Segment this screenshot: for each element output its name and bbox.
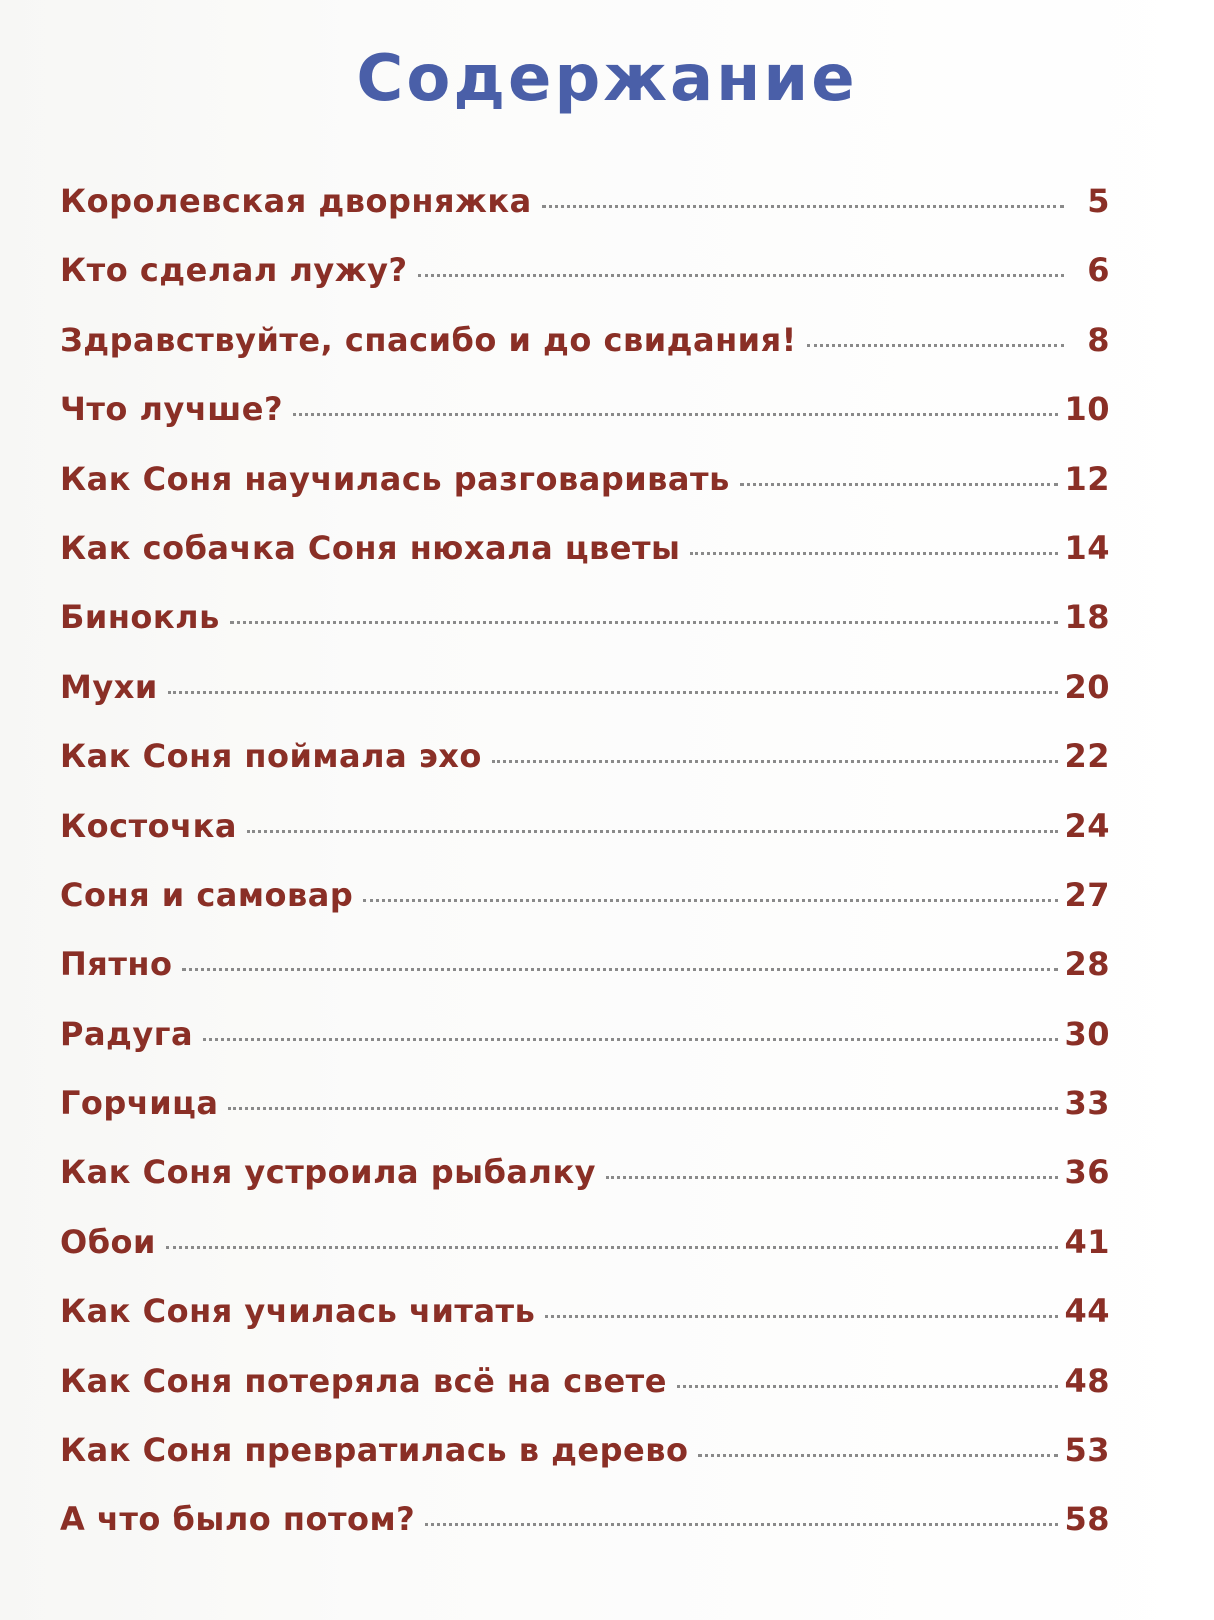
toc-dot-leader <box>293 413 1058 416</box>
toc-entry-page: 12 <box>1064 459 1110 498</box>
toc-entry[interactable] <box>60 1084 1110 1153</box>
toc-entry[interactable] <box>60 1153 1110 1222</box>
toc-dot-leader <box>542 205 1064 208</box>
toc-entry[interactable] <box>60 460 1110 529</box>
toc-dot-leader <box>203 1038 1058 1041</box>
toc-dot-leader <box>677 1385 1059 1388</box>
toc-entry-page: 48 <box>1064 1361 1110 1400</box>
toc-dot-leader <box>425 1523 1058 1526</box>
toc-entry-title: Как Соня потеряла всё на свете <box>60 1361 667 1400</box>
toc-entry[interactable] <box>60 390 1110 459</box>
toc-dot-leader <box>492 760 1059 763</box>
toc-entry-title: Здравствуйте, спасибо и до свидания! <box>60 320 797 359</box>
toc-entry[interactable] <box>60 1362 1110 1431</box>
toc-entry-title: Косточка <box>60 806 237 845</box>
toc-entry-page: 8 <box>1087 320 1110 359</box>
toc-entry-page: 14 <box>1064 528 1110 567</box>
toc-dot-leader <box>363 899 1058 902</box>
toc-entry-title: Соня и самовар <box>60 875 354 914</box>
toc-entry-page: 5 <box>1087 182 1110 220</box>
toc-dot-leader <box>418 274 1064 277</box>
toc-entry-title: Пятно <box>60 945 173 984</box>
toc-entry[interactable] <box>60 1431 1110 1500</box>
toc-entry-page: 53 <box>1064 1431 1110 1470</box>
page-title: Содержание <box>356 42 858 116</box>
toc-entry-page: 20 <box>1064 667 1110 706</box>
toc-entry-title: Радуга <box>60 1014 194 1053</box>
toc-entry-title: Как Соня устроила рыбалку <box>60 1153 597 1192</box>
toc-entry[interactable] <box>60 1292 1110 1361</box>
toc-dot-leader <box>698 1454 1058 1457</box>
toc-entry[interactable] <box>60 1223 1110 1292</box>
toc-entry[interactable] <box>60 529 1110 598</box>
toc-entry[interactable] <box>60 321 1110 390</box>
toc-entry-title: Как Соня поймала эхо <box>60 737 482 776</box>
toc-entry[interactable] <box>60 668 1110 737</box>
toc-dot-leader <box>230 621 1059 624</box>
toc-entry[interactable] <box>60 1015 1110 1084</box>
toc-dot-leader <box>545 1315 1058 1318</box>
toc-entry-title: Как собачка Соня нюхала цветы <box>60 528 681 567</box>
toc-dot-leader <box>182 968 1058 971</box>
toc-entry[interactable] <box>60 945 1110 1014</box>
toc-entry-page: 22 <box>1064 737 1110 776</box>
toc-dot-leader <box>740 483 1059 486</box>
toc-entry-title: Обои <box>60 1222 156 1261</box>
toc-dot-leader <box>247 830 1059 833</box>
toc-entry[interactable] <box>60 1500 1110 1569</box>
toc-entry-title: Горчица <box>60 1084 219 1123</box>
toc-dot-leader <box>690 552 1058 555</box>
toc-entry-page: 27 <box>1064 875 1110 914</box>
toc-entry-title: Мухи <box>60 667 158 706</box>
toc-entry-title: Как Соня превратилась в дерево <box>60 1431 689 1470</box>
toc-entry-title: Кто сделал лужу? <box>60 251 408 290</box>
toc-entry-title: А что было потом? <box>60 1500 416 1539</box>
toc-entry-page: 24 <box>1064 806 1110 845</box>
table-of-contents <box>60 182 1110 1570</box>
toc-entry-title: Что лучше? <box>60 390 284 429</box>
toc-dot-leader <box>166 1246 1059 1249</box>
toc-entry-title: Королевская дворняжка <box>60 182 532 220</box>
toc-dot-leader <box>606 1176 1058 1179</box>
toc-entry[interactable] <box>60 807 1110 876</box>
toc-dot-leader <box>168 691 1059 694</box>
toc-entry-page: 41 <box>1064 1222 1110 1261</box>
toc-dot-leader <box>807 344 1064 347</box>
toc-entry[interactable] <box>60 182 1110 251</box>
toc-entry-page: 33 <box>1064 1084 1110 1123</box>
toc-entry-page: 6 <box>1087 251 1110 290</box>
toc-entry-page: 30 <box>1064 1014 1110 1053</box>
toc-entry[interactable] <box>60 251 1110 320</box>
toc-entry-page: 36 <box>1064 1153 1110 1192</box>
toc-entry-page: 18 <box>1064 598 1110 637</box>
toc-entry-title: Как Соня училась читать <box>60 1292 536 1331</box>
toc-entry-page: 10 <box>1064 390 1110 429</box>
toc-dot-leader <box>228 1107 1058 1110</box>
toc-entry-title: Как Соня научилась разговаривать <box>60 459 730 498</box>
toc-entry[interactable] <box>60 737 1110 806</box>
toc-entry[interactable] <box>60 876 1110 945</box>
toc-entry-page: 58 <box>1064 1500 1110 1539</box>
toc-entry-page: 28 <box>1064 945 1110 984</box>
toc-entry[interactable] <box>60 598 1110 667</box>
toc-entry-title: Бинокль <box>60 598 220 637</box>
toc-entry-page: 44 <box>1064 1292 1110 1331</box>
